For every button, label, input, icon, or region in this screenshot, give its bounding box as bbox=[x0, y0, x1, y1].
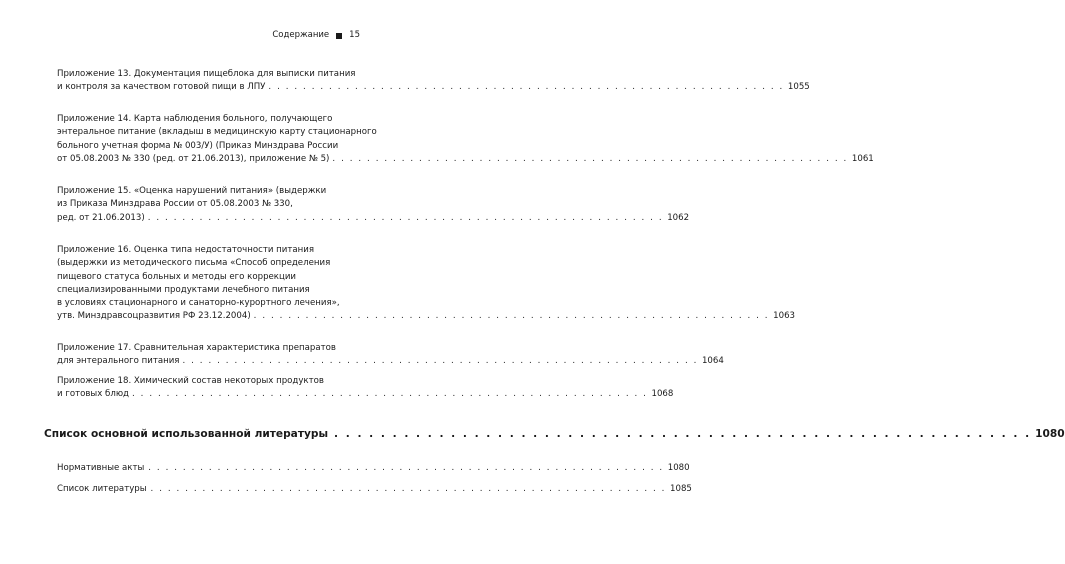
leader-dots: . . . . . . . . . . . . . . . . . . . . . . . . . . . . . . . . . . . . . . . . . . . . . . . . . . . . . . . . . . . . bbox=[334, 428, 1032, 440]
toc-entry-page: 1063 bbox=[773, 311, 796, 322]
toc-entry-line: больного учетная форма № 003/У) (Приказ Минздрава России bbox=[57, 140, 339, 151]
leader-dots: . . . . . . . . . . . . . . . . . . . . . . . . . . . . . . . . . . . . . . . . . . . . . . . . . . . . . . . . . . . . bbox=[148, 463, 664, 473]
header-page-number: 15 bbox=[349, 30, 360, 40]
toc-entry-line: в условиях стационарного и санаторно-курортного лечения», bbox=[57, 298, 340, 309]
toc-entry-line: Приложение 13. Документация пищеблока для выписки питания bbox=[57, 69, 356, 79]
toc-entry-appendix-17[interactable] bbox=[57, 342, 724, 369]
toc-sub-entry-title: Нормативные акты bbox=[57, 463, 145, 473]
toc-entry-last-line bbox=[57, 212, 690, 225]
toc-entry-line: Приложение 17. Сравнительная характеристика препаратов bbox=[57, 343, 336, 353]
toc-entry-appendix-16[interactable] bbox=[57, 244, 796, 324]
toc-entry-page: 1061 bbox=[851, 153, 874, 164]
toc-entry-line: пищевого статуса больных и методы его коррекции bbox=[57, 271, 297, 282]
toc-entry-page: 1055 bbox=[787, 82, 810, 93]
toc-entry-page: 1064 bbox=[701, 356, 724, 367]
toc-entry-appendix-18[interactable] bbox=[57, 375, 674, 402]
leader-dots: . . . . . . . . . . . . . . . . . . . . . . . . . . . . . . . . . . . . . . . . . . . . . . . . . . . . . . . . . . . . bbox=[150, 484, 667, 494]
toc-entry-line: специализированными продуктами лечебного питания bbox=[57, 284, 310, 295]
leader-dots: . . . . . . . . . . . . . . . . . . . . . . . . . . . . . . . . . . . . . . . . . . . . . . . . . . . . . . . . . . . . bbox=[182, 356, 698, 367]
toc-entry-text: и контроля за качеством готовой пищи в ЛПУ bbox=[57, 82, 266, 93]
toc-entry-page: 1062 bbox=[667, 212, 690, 223]
leader-dots: . . . . . . . . . . . . . . . . . . . . . . . . . . . . . . . . . . . . . . . . . . . . . . . . . . . . . . . . . . . . bbox=[268, 82, 784, 93]
toc-entry-line: (выдержки из методического письма «Способ определения bbox=[57, 258, 331, 269]
leader-dots: . . . . . . . . . . . . . . . . . . . . . . . . . . . . . . . . . . . . . . . . . . . . . . . . . . . . . . . . . . . . bbox=[132, 389, 648, 400]
toc-entry-last-line bbox=[57, 153, 874, 166]
toc-entry-text: от 05.08.2003 № 330 (ред. от 21.06.2013), приложение № 5) bbox=[57, 153, 330, 164]
toc-sub-entry-normative-acts[interactable] bbox=[57, 463, 690, 473]
toc-section-page: 1080 bbox=[1035, 428, 1065, 440]
toc-sub-entry-literature-list[interactable] bbox=[57, 484, 692, 494]
leader-dots: . . . . . . . . . . . . . . . . . . . . . . . . . . . . . . . . . . . . . . . . . . . . . . . . . . . . . . . . . . . . bbox=[147, 212, 664, 223]
toc-entry-line: Приложение 16. Оценка типа недостаточности питания bbox=[57, 245, 315, 255]
toc-entry-last-line bbox=[57, 310, 796, 323]
toc-entry-line: из Приказа Минздрава России от 05.08.2003 № 330, bbox=[57, 199, 293, 210]
toc-entry-last-line bbox=[57, 355, 724, 368]
toc-entry-last-line bbox=[57, 388, 674, 401]
toc-sub-entry-page: 1085 bbox=[670, 484, 692, 494]
toc-entry-line: Приложение 18. Химический состав некоторых продуктов bbox=[57, 376, 324, 386]
square-bullet-icon bbox=[336, 33, 342, 39]
toc-entry-text: ред. от 21.06.2013) bbox=[57, 212, 145, 223]
toc-entry-text: и готовых блюд bbox=[57, 389, 129, 400]
toc-entry-page: 1068 bbox=[651, 389, 674, 400]
leader-dots: . . . . . . . . . . . . . . . . . . . . . . . . . . . . . . . . . . . . . . . . . . . . . . . . . . . . . . . . . . . . bbox=[332, 153, 848, 164]
leader-dots: . . . . . . . . . . . . . . . . . . . . . . . . . . . . . . . . . . . . . . . . . . . . . . . . . . . . . . . . . . . . bbox=[253, 311, 770, 322]
toc-entry-text: для энтерального питания bbox=[57, 356, 180, 367]
toc-entry-appendix-14[interactable] bbox=[57, 113, 874, 166]
toc-entry-last-line bbox=[57, 81, 810, 94]
toc-entry-text: утв. Минздравсоцразвития РФ 23.12.2004) bbox=[57, 311, 251, 322]
toc-entry-appendix-15[interactable] bbox=[57, 185, 690, 225]
toc-entry-line: Приложение 15. «Оценка нарушений питания» (выдержки bbox=[57, 186, 327, 196]
toc-section-bibliography[interactable] bbox=[44, 428, 1065, 440]
toc-section-title: Список основной использованной литературы bbox=[44, 428, 329, 440]
toc-entry-appendix-13[interactable] bbox=[57, 68, 810, 95]
header-section-title: Содержание bbox=[272, 30, 330, 40]
toc-sub-entry-title: Список литературы bbox=[57, 484, 147, 494]
toc-entry-line: Приложение 14. Карта наблюдения больного, получающего bbox=[57, 114, 333, 124]
toc-entry-line: энтеральное питание (вкладыш в медицинскую карту стационарного bbox=[57, 127, 377, 138]
running-header bbox=[272, 30, 360, 41]
toc-sub-entry-page: 1080 bbox=[667, 463, 690, 473]
